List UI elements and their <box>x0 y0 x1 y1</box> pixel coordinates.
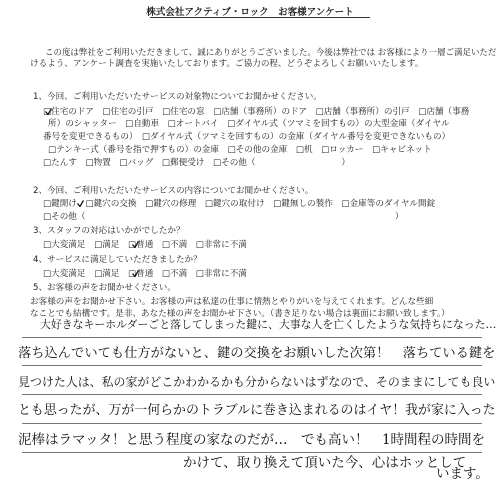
question-1-options-line[interactable]: 所）のシャッター □自動車 □オートバイ □ダイヤル式（ツマミを回すもの）の大型金庫（ダイヤル <box>48 119 450 129</box>
question-1-options-line[interactable]: 番号を変更できるもの） □ダイヤル式（ツマミを回すもの）の金庫（ダイヤル番号を変更できないもの） <box>43 132 451 142</box>
form-title: 株式会社アクティブ・ロック お客様アンケート <box>146 7 354 18</box>
question-1-options-line[interactable]: □たんす □物置 □バッグ □郵便受け □その他（ ） <box>43 158 351 168</box>
question-3-heading: 3、スタッフの対応はいかがでしたか？ <box>33 226 185 236</box>
question-1-heading: 1、今回、ご利用いただいたサービスの対象物についてお聞かせください。 <box>33 92 322 102</box>
handwritten-line: 泥棒はラマッタ！と思う程度の家なのだが… でも高い！ 1時間程の時間を <box>18 432 486 448</box>
handwritten-line: 大好きなキーホルダーごと落してしまった鍵に、大事な人を亡くしたような気持ちになった… <box>40 318 497 331</box>
intro-text-line: けるよう、アンケート調査を実施いたしております。ご協力の程、どうぞよろしくお願いいたします。 <box>30 59 424 69</box>
question-5-note-line: なことでも結構です。是非、あなた様の声をお聞かせ下さい。（書き足りない場合は裏面にお願い致します。） <box>30 309 450 319</box>
question-2-heading: 2、今回、ご利用いただいたサービスの内容についてお聞かせください。 <box>33 186 314 196</box>
question-2-options-line[interactable]: □その他（ ） <box>43 212 404 222</box>
question-1-options-line[interactable]: □テンキー式（番号を指で押すもの）の金庫 □その他の金庫 □机 □ロッカー □キャビネット <box>48 145 432 155</box>
intro-text-line: この度は弊社をご利用いただきまして、誠にありがとうございました。今後は弊社では お客様により一層ご満足いただ <box>45 47 497 57</box>
handwritten-line: 落ち込んでいても仕方がないと、鍵の交換をお願いした次第！ 落ちている鍵を <box>18 346 496 361</box>
question-2-options-line[interactable]: □鍵開け □鍵穴の交換 □鍵穴の修理 □鍵穴の取付け □鍵無しの製作 □金庫等のダイヤル開錠 <box>43 199 436 209</box>
question-3-options-line[interactable]: □大変満足 □満足 □普通 □不満 □非常に不満 <box>43 240 247 250</box>
question-5-heading: 5、お客様の声をお聞かせください。 <box>33 283 176 293</box>
handwritten-line: 見つけた人は、私の家がどこかわかるかも分からないはずなので、そのままにしても良い <box>18 375 496 389</box>
handwritten-line: かけて、取り換えて頂いた今、心はホッとして <box>183 455 467 471</box>
question-4-options-line[interactable]: □大変満足 □満足 □普通 □不満 □非常に不満 <box>43 269 247 279</box>
question-5-note-line: お客様の声をお聞かせ下さい。お客様の声は私達の仕事に情熱とやりがいを与えてくれます。どんな些細 <box>30 297 434 307</box>
question-1-options-line[interactable]: □住宅のドア □住宅の引戸 □住宅の窓 □店舗（事務所）のドア □店舗（事務所）の引戸 □店舗（事務 <box>43 107 470 117</box>
handwritten-line: います。 <box>436 466 489 482</box>
question-4-heading: 4、サービスに満足していただきましたか？ <box>33 255 202 265</box>
handwritten-line: とも思ったが、万が一何らかのトラブルに巻き込まれるのはイヤ！我が家に入った <box>18 403 496 418</box>
